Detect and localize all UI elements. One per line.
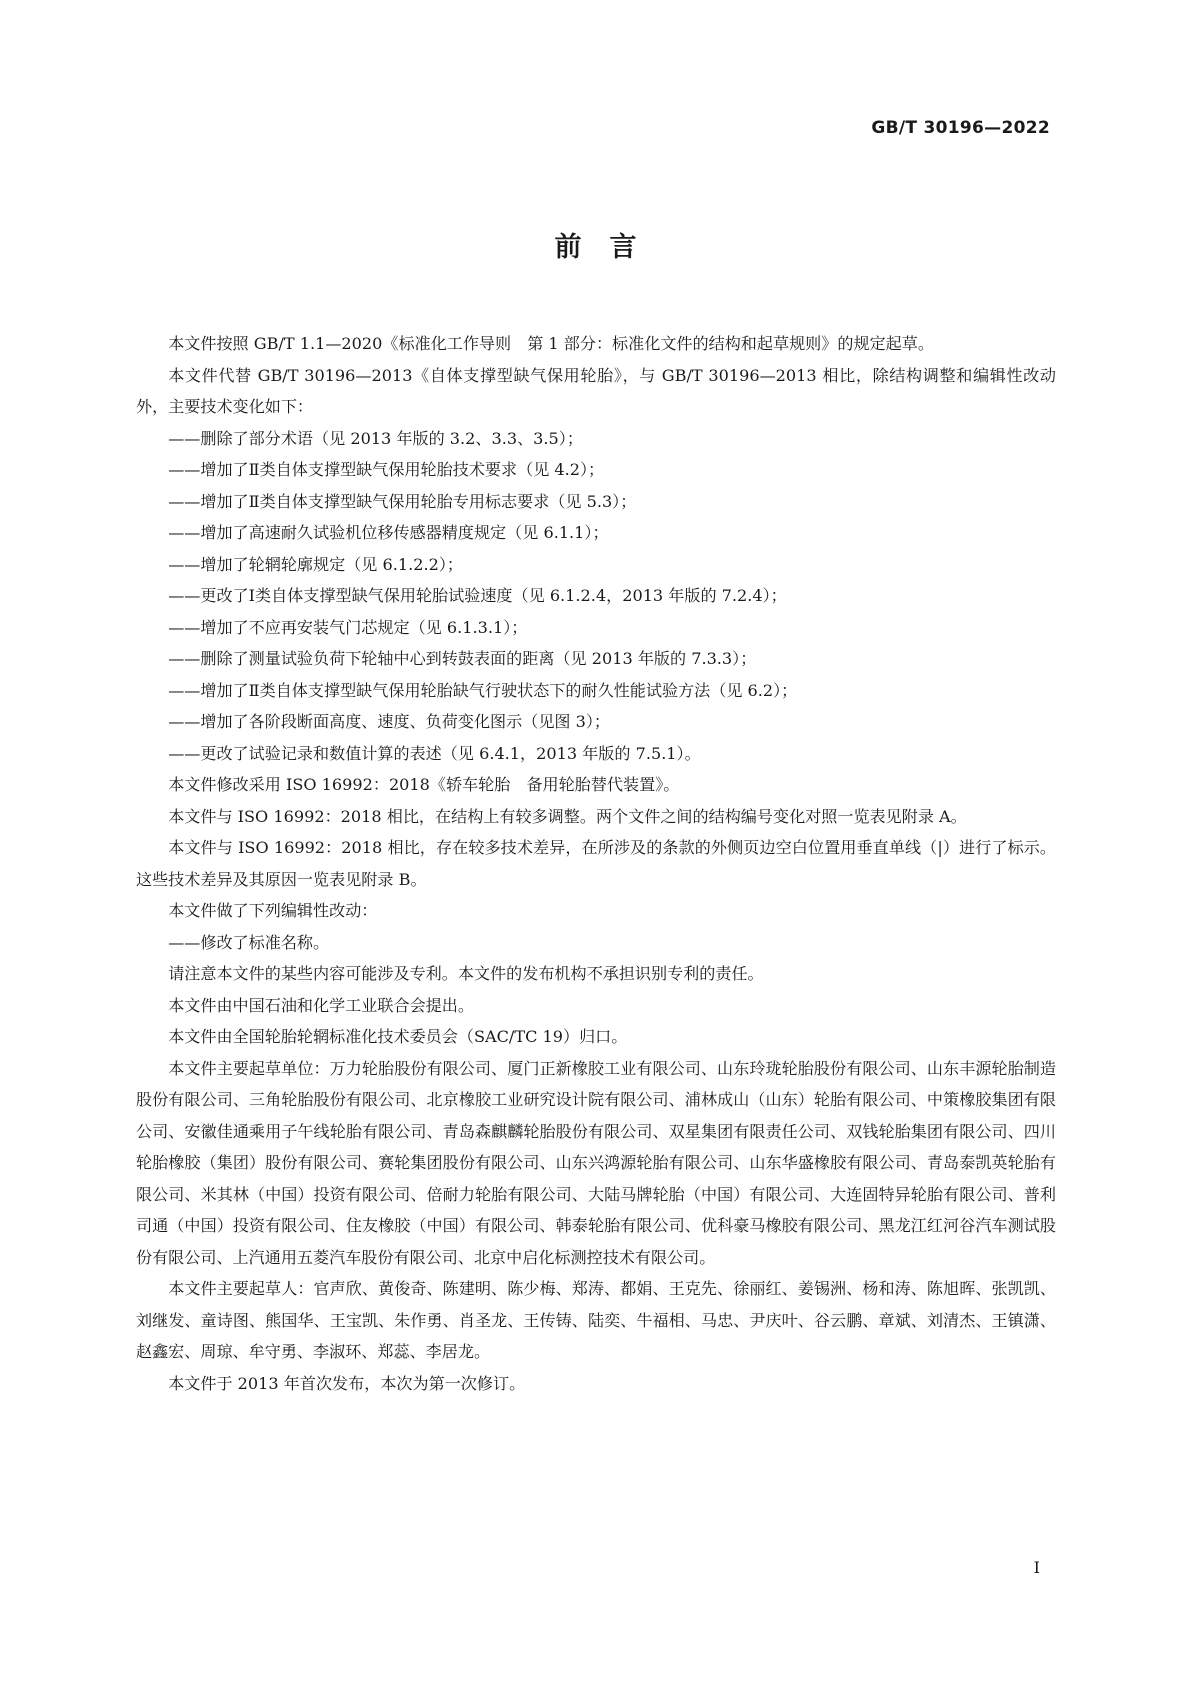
list-item: ——删除了部分术语（见 2013 年版的 3.2、3.3、3.5）； — [168, 428, 583, 448]
standard-number: GB/T 30196—2022 — [871, 118, 1050, 138]
list-item: ——更改了试验记录和数值计算的表述（见 6.4.1，2013 年版的 7.5.1）。 — [168, 743, 701, 763]
page-number: I — [1033, 1558, 1040, 1577]
list-item: ——增加了Ⅱ类自体支撑型缺气保用轮胎缺气行驶状态下的耐久性能试验方法（见 6.2）； — [168, 680, 798, 700]
list-item: ——增加了轮辋轮廓规定（见 6.1.2.2）； — [168, 554, 463, 574]
paragraph: 本文件主要起草单位：万力轮胎股份有限公司、厦门正新橡胶工业有限公司、山东玲珑轮胎股份有限公司、山东丰源轮胎制造股份有限公司、三角轮胎股份有限公司、北京橡胶工业研究设计院有限公司、浦林成山（山东）轮胎有限公司、中策橡胶集团有限公司、安徽佳通乘用子午线轮胎有限公司、青岛森麒麟轮胎股份有限公司、双星集团有限责任公司、双钱轮胎集团有限公司、四川轮胎橡胶（集团）股份有限公司、赛轮集团股份有限公司、山东兴鸿源轮胎有限公司、山东华盛橡胶有限公司、青岛泰凯英轮胎有限公司、米其林（中国）投资有限公司、倍耐力轮胎有限公司、大陆马牌轮胎（中国）有限公司、大连固特异轮胎有限公司、普利司通（中国）投资有限公司、住友橡胶（中国）有限公司、韩泰轮胎有限公司、优科豪马橡胶有限公司、黑龙江红河谷汽车测试股份有限公司、上汽通用五菱汽车股份有限公司、北京中启化标测控技术有限公司。 — [136, 1058, 1056, 1267]
list-item: ——增加了Ⅱ类自体支撑型缺气保用轮胎技术要求（见 4.2）； — [168, 460, 605, 479]
paragraph: 请注意本文件的某些内容可能涉及专利。本文件的发布机构不承担识别专利的责任。 — [168, 964, 764, 983]
paragraph: 本文件做了下列编辑性改动： — [168, 901, 378, 920]
list-item: ——更改了Ⅰ类自体支撑型缺气保用轮胎试验速度（见 6.1.2.4，2013 年版的 7.2.4）； — [168, 586, 787, 605]
paragraph: 本文件按照 GB/T 1.1—2020《标准化工作导则 第 1 部分：标准化文件的结构和起草规则》的规定起草。 — [168, 334, 934, 353]
paragraph: 本文件由全国轮胎轮辋标准化技术委员会（SAC/TC 19）归口。 — [168, 1027, 628, 1046]
paragraph: 本文件修改采用 ISO 16992：2018《轿车轮胎 备用轮胎替代装置》。 — [168, 775, 680, 794]
page-title: 前言 — [554, 232, 665, 263]
paragraph: 本文件与 ISO 16992：2018 相比，存在较多技术差异，在所涉及的条款的外侧页边空白位置用垂直单线（|）进行了标示。这些技术差异及其原因一览表见附录 B。 — [136, 838, 1056, 889]
list-item: ——增加了Ⅱ类自体支撑型缺气保用轮胎专用标志要求（见 5.3）； — [168, 491, 637, 511]
paragraph: 本文件主要起草人：官声欣、黄俊奇、陈建明、陈少梅、郑涛、都娟、王克先、徐丽红、姜锡洲、杨和涛、陈旭晖、张凯凯、刘继发、童诗图、熊国华、王宝凯、朱作勇、肖圣龙、王传铸、陆奕、牛福相、马忠、尹庆叶、谷云鹏、章斌、刘清杰、王镇潇、赵鑫宏、周琼、牟守勇、李淑环、郑蕊、李居龙。 — [136, 1279, 1056, 1361]
list-item: ——修改了标准名称。 — [168, 932, 330, 952]
list-item: ——增加了高速耐久试验机位移传感器精度规定（见 6.1.1）； — [168, 523, 609, 542]
list-item: ——增加了不应再安装气门芯规定（见 6.1.3.1）； — [168, 617, 528, 637]
paragraph: 本文件代替 GB/T 30196—2013《自体支撑型缺气保用轮胎》，与 GB/T 30196—2013 相比，除结构调整和编辑性改动外，主要技术变化如下： — [136, 365, 1056, 416]
document-body — [136, 328, 1056, 1399]
paragraph: 本文件于 2013 年首次发布，本次为第一次修订。 — [168, 1373, 526, 1393]
paragraph: 本文件与 ISO 16992：2018 相比，在结构上有较多调整。两个文件之间的结构编号变化对照一览表见附录 A。 — [168, 806, 967, 826]
list-item: ——增加了各阶段断面高度、速度、负荷变化图示（见图 3）； — [168, 712, 611, 731]
paragraph: 本文件由中国石油和化学工业联合会提出。 — [168, 995, 474, 1015]
list-item: ——删除了测量试验负荷下轮轴中心到转鼓表面的距离（见 2013 年版的 7.3.3）； — [168, 649, 757, 668]
